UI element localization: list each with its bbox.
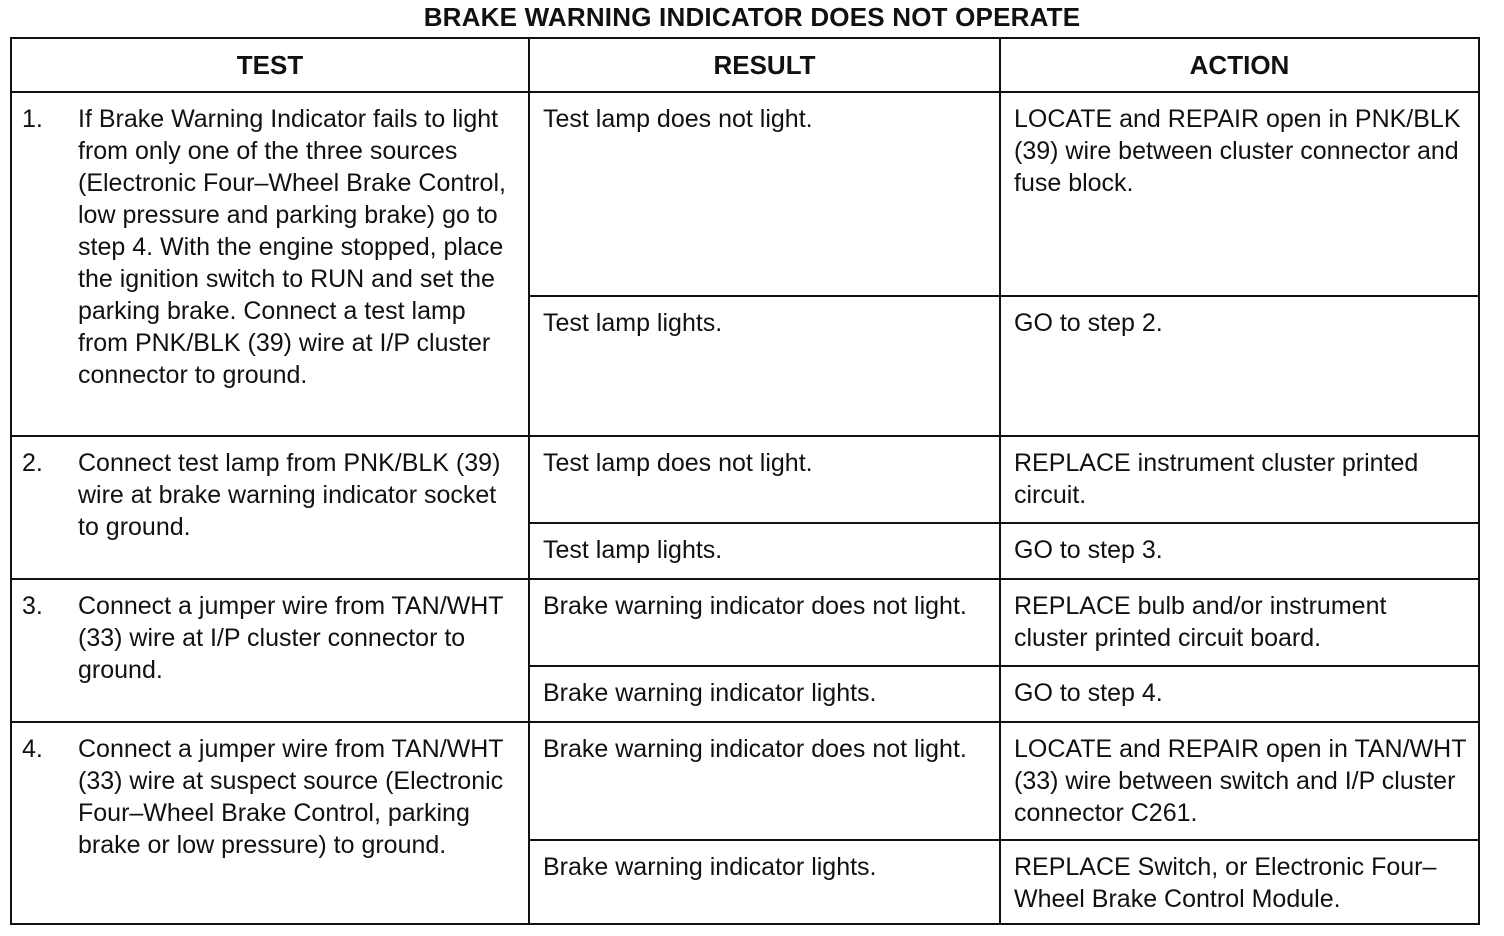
test-description: Connect a jumper wire from TAN/WHT (33) wire at suspect source (Electronic Four–Wheel Brake Control, parking brake or low pressure) to ground. [78, 735, 504, 859]
test-cell [11, 579, 529, 722]
result-text: Brake warning indicator does not light. [543, 735, 967, 763]
action-cell [1000, 436, 1479, 523]
table-row [11, 722, 1479, 840]
result-text: Brake warning indicator lights. [543, 853, 877, 881]
step-number: 3. [22, 592, 43, 620]
test-description: If Brake Warning Indicator fails to light from only one of the three sources (Electronic Four–Wheel Brake Control, low pressure and parking brake) go to step 4. With the engine stopped, place the ignition switch to RUN and set the parking brake. Connect a test lamp from PNK/BLK (39) wire at I/P cluster connector to ground. [78, 105, 506, 389]
action-text: GO to step 4. [1014, 679, 1163, 707]
result-text: Test lamp does not light. [543, 105, 813, 133]
test-description: Connect a jumper wire from TAN/WHT (33) wire at I/P cluster connector to ground. [78, 592, 504, 684]
action-cell [1000, 840, 1479, 924]
action-text: REPLACE Switch, or Electronic Four–Wheel Brake Control Module. [1014, 853, 1437, 913]
action-cell [1000, 666, 1479, 722]
action-text: LOCATE and REPAIR open in PNK/BLK (39) wire between cluster connector and fuse block. [1014, 105, 1461, 197]
action-cell [1000, 579, 1479, 666]
result-cell [529, 722, 1000, 840]
diagnostic-table [10, 37, 1480, 925]
action-cell [1000, 92, 1479, 296]
result-text: Test lamp lights. [543, 309, 723, 337]
test-cell [11, 722, 529, 924]
action-text: GO to step 3. [1014, 536, 1163, 564]
table-row [11, 436, 1479, 523]
document-title: BRAKE WARNING INDICATOR DOES NOT OPERATE [423, 2, 1081, 32]
result-cell [529, 579, 1000, 666]
table-row [11, 579, 1479, 666]
action-text: REPLACE bulb and/or instrument cluster printed circuit board. [1014, 592, 1387, 652]
test-cell [11, 436, 529, 579]
result-cell [529, 436, 1000, 523]
result-cell [529, 92, 1000, 296]
header-test: TEST [11, 38, 529, 92]
action-text: REPLACE instrument cluster printed circuit. [1014, 449, 1419, 509]
table-row [11, 92, 1479, 296]
header-result: RESULT [529, 38, 1000, 92]
result-text: Test lamp does not light. [543, 449, 813, 477]
action-text: LOCATE and REPAIR open in TAN/WHT (33) wire between switch and I/P cluster connector C261. [1014, 735, 1467, 827]
action-text: GO to step 2. [1014, 309, 1163, 337]
action-cell [1000, 722, 1479, 840]
result-cell [529, 523, 1000, 579]
header-row [11, 38, 1479, 92]
test-cell [11, 92, 529, 436]
result-cell [529, 296, 1000, 436]
action-cell [1000, 523, 1479, 579]
step-number: 4. [22, 735, 43, 763]
step-number: 2. [22, 449, 43, 477]
result-text: Brake warning indicator does not light. [543, 592, 967, 620]
action-cell [1000, 296, 1479, 436]
header-action: ACTION [1000, 38, 1479, 92]
result-cell [529, 666, 1000, 722]
step-number: 1. [22, 105, 43, 133]
result-text: Brake warning indicator lights. [543, 679, 877, 707]
result-cell [529, 840, 1000, 924]
result-text: Test lamp lights. [543, 536, 723, 564]
test-description: Connect test lamp from PNK/BLK (39) wire at brake warning indicator socket to ground. [78, 449, 501, 541]
